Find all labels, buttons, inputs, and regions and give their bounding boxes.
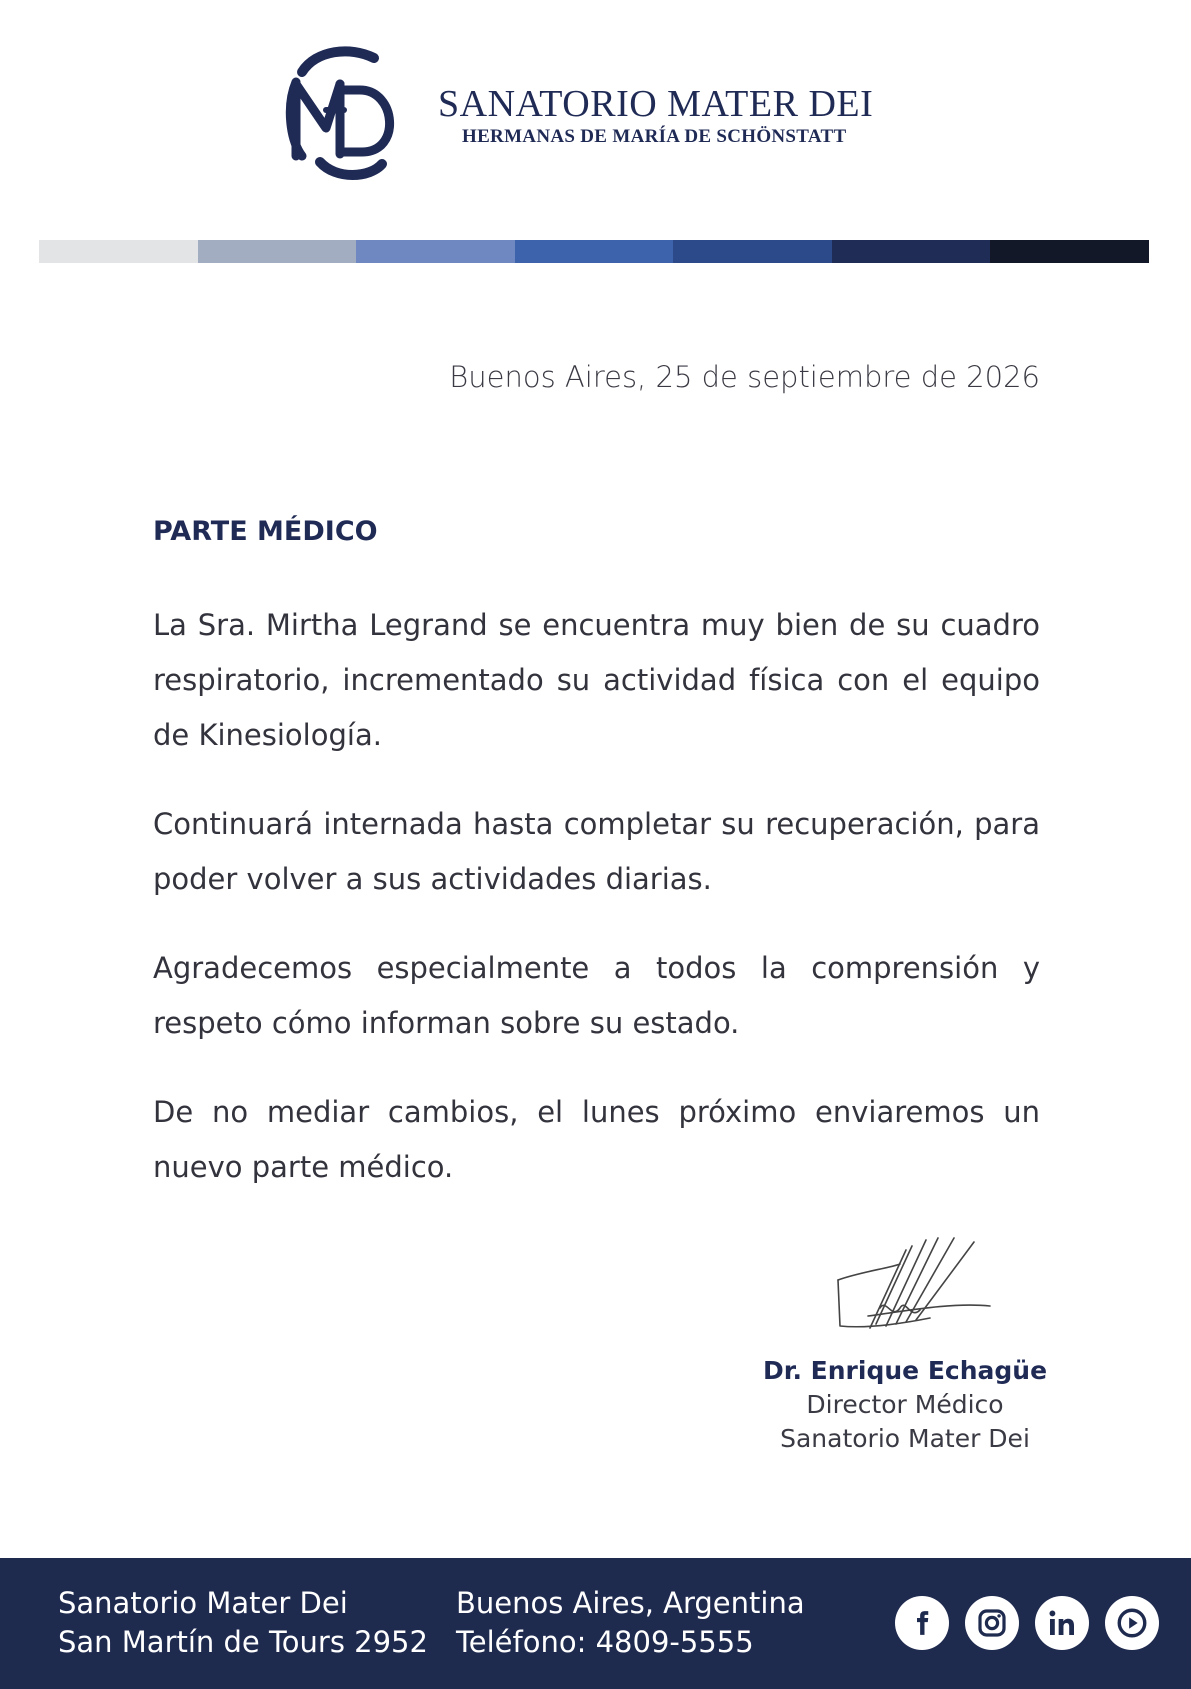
signer-role: Director Médico xyxy=(806,1390,1004,1419)
footer-address xyxy=(58,1584,428,1662)
footer-street: San Martín de Tours 2952 xyxy=(58,1625,428,1659)
signer-organization: Sanatorio Mater Dei xyxy=(780,1424,1030,1453)
footer-org-name: Sanatorio Mater Dei xyxy=(58,1586,348,1620)
footer-city: Buenos Aires, Argentina xyxy=(456,1586,805,1620)
document-title: PARTE MÉDICO xyxy=(153,516,378,547)
band-segment xyxy=(832,240,991,263)
linkedin-icon[interactable] xyxy=(1035,1596,1089,1650)
footer xyxy=(0,1558,1191,1689)
instagram-icon[interactable] xyxy=(965,1596,1019,1650)
logo-icon xyxy=(278,44,418,184)
signature-image xyxy=(830,1228,1000,1348)
footer-phone: Teléfono: 4809-5555 xyxy=(456,1625,754,1659)
facebook-icon[interactable] xyxy=(895,1596,949,1650)
org-name: SANATORIO MATER DEI xyxy=(438,83,874,125)
body-paragraph: Agradecemos especialmente a todos la comprensión y respeto cómo informan sobre su estado. xyxy=(153,951,1040,1040)
signer-name: Dr. Enrique Echagüe xyxy=(762,1356,1048,1385)
body-paragraph: De no mediar cambios, el lunes próximo enviaremos un nuevo parte médico. xyxy=(153,1095,1040,1184)
band-segment xyxy=(990,240,1149,263)
body-paragraph: La Sra. Mirtha Legrand se encuentra muy bien de su cuadro respiratorio, incrementado su actividad física con el equipo de Kinesiología. xyxy=(153,608,1040,752)
social-links xyxy=(895,1596,1159,1650)
letter-date: Buenos Aires, 25 de septiembre de 2026 xyxy=(449,360,1040,394)
signer-block xyxy=(740,1354,1070,1456)
letter-body xyxy=(153,598,1040,1229)
band-segment xyxy=(673,240,832,263)
band-segment xyxy=(515,240,674,263)
band-segment xyxy=(39,240,198,263)
band-segment xyxy=(198,240,357,263)
body-paragraph: Continuará internada hasta completar su recuperación, para poder volver a sus actividades diarias. xyxy=(153,807,1040,896)
footer-contact xyxy=(456,1584,805,1662)
band-segment xyxy=(356,240,515,263)
org-subtitle: HERMANAS DE MARÍA DE SCHÖNSTATT xyxy=(462,126,847,147)
header-color-band xyxy=(39,240,1149,263)
youtube-icon[interactable] xyxy=(1105,1596,1159,1650)
